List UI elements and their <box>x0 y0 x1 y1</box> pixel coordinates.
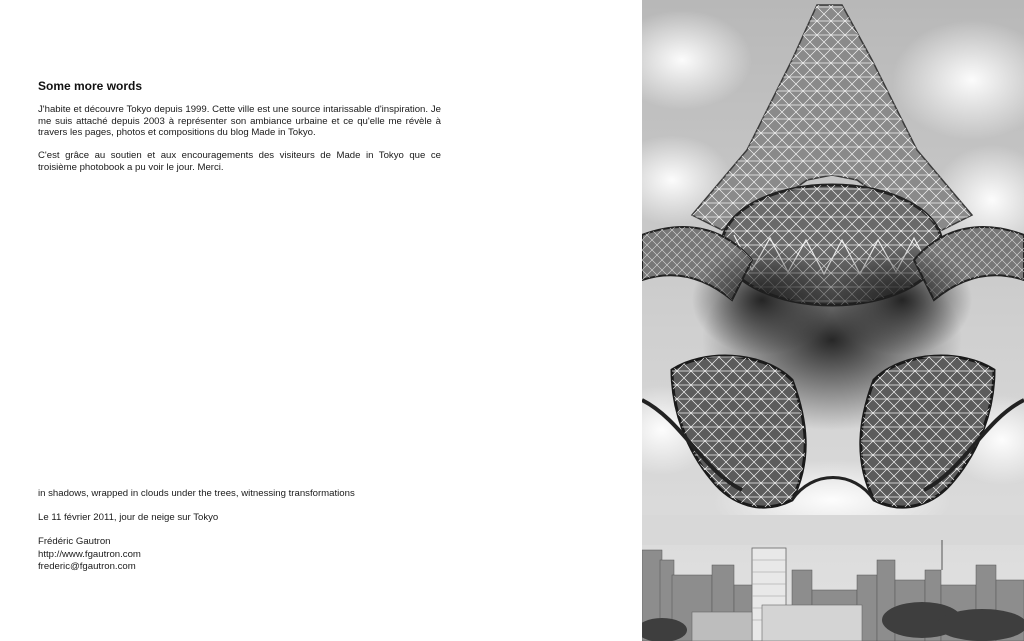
photomontage-svg <box>642 0 1024 641</box>
intro-paragraph: J'habite et découvre Tokyo depuis 1999. Cette ville est une source intarissable d'inspiration. Je me suis attaché depuis 2003 à représenter son ambiance urbaine et ce qu'elle me révèle à travers les pages, photos et compositions du blog Made in Tokyo. <box>38 104 441 139</box>
author-name: Frédéric Gautron <box>38 535 111 547</box>
footer-text <box>38 488 598 574</box>
author-website: http://www.fgautron.com <box>38 548 141 560</box>
photo-caption: in shadows, wrapped in clouds under the trees, witnessing transformations <box>38 488 355 499</box>
signature-block <box>38 536 598 574</box>
thanks-paragraph: C'est grâce au soutien et aux encouragements des visiteurs de Made in Tokyo que ce troisième photobook a pu voir le jour. Merci. <box>38 150 441 173</box>
intro-text <box>38 104 441 185</box>
page-title: Some more words <box>38 79 143 93</box>
author-email: frederic@fgautron.com <box>38 561 136 573</box>
date-line: Le 11 février 2011, jour de neige sur Tokyo <box>38 511 219 523</box>
photomontage-image <box>642 0 1024 641</box>
